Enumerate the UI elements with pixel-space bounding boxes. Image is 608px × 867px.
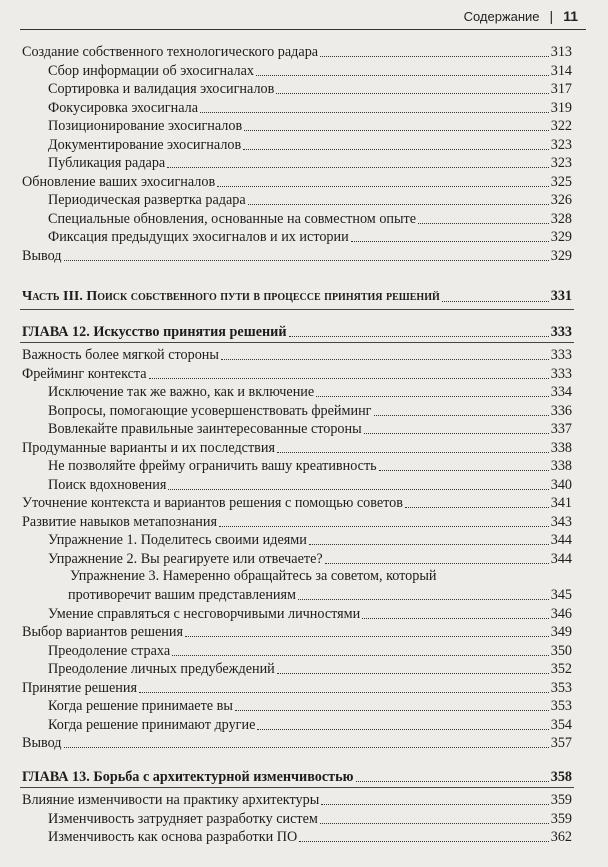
toc-entry-title-line1: Упражнение 3. Намеренно обращайтесь за советом, который: [70, 568, 437, 584]
toc-entry: [22, 191, 572, 209]
leader-dots: [405, 507, 549, 508]
toc-entry-title: Когда решение принимают другие: [48, 716, 256, 733]
toc-entry: [22, 420, 572, 438]
toc-entry: [22, 62, 572, 80]
toc-entry: [22, 734, 572, 752]
toc-entry: [22, 623, 572, 641]
toc-entry-title: Когда решение принимаете вы: [48, 698, 233, 714]
section-rule: [20, 787, 574, 788]
leader-dots: [321, 804, 548, 805]
toc-entry-page: 350: [550, 642, 572, 659]
chapter-title: ГЛАВА 12. Искусство принятия решений: [22, 324, 287, 340]
toc-entry: [22, 457, 572, 475]
toc-entry-title: Вопросы, помогающие усовершенствовать фрейминг: [48, 402, 372, 419]
leader-dots: [299, 841, 548, 842]
toc-entry-page: 338: [550, 439, 572, 456]
leader-dots: [64, 260, 549, 261]
toc-entry-page: 329: [550, 229, 572, 245]
toc-entry: [22, 494, 572, 512]
toc-entry: [22, 476, 572, 494]
toc-entry: [22, 513, 572, 531]
leader-dots: [200, 112, 549, 113]
leader-dots: [418, 223, 549, 224]
toc-entry-title: Изменчивость затрудняет разработку систем: [48, 810, 318, 827]
toc-entry: [22, 346, 572, 364]
toc-entry-title: Периодическая развертка радара: [48, 192, 246, 208]
toc-entry: [22, 791, 572, 809]
toc-entry-page: 333: [550, 347, 572, 363]
leader-dots: [248, 204, 549, 205]
toc-entry-title: Изменчивость как основа разработки ПО: [48, 829, 298, 845]
toc-entry: [22, 642, 572, 660]
leader-dots: [185, 636, 549, 637]
toc-entry: [22, 605, 572, 623]
toc-entry-page: 349: [550, 624, 572, 640]
leader-dots: [256, 75, 549, 76]
toc-entry-title: Важность более мягкой стороны: [22, 347, 219, 363]
toc-entry-page: 357: [550, 735, 572, 751]
toc-entry-title: Преодоление личных предубеждений: [48, 661, 275, 677]
toc-part-heading: [22, 287, 572, 306]
toc-entry-page: 323: [550, 155, 572, 171]
toc-entry: [22, 210, 572, 228]
toc-entry-page: 353: [550, 698, 572, 714]
toc-entry-title: Продуманные варианты и их последствия: [22, 439, 275, 456]
chapter-page: 333: [550, 324, 572, 340]
toc-entry-title: Развитие навыков метапознания: [22, 513, 218, 530]
toc-entry-page: 341: [550, 495, 572, 511]
toc-entry-page: 344: [550, 550, 572, 567]
part-page: 331: [550, 288, 572, 304]
leader-dots: [149, 378, 549, 379]
toc-entry: [22, 117, 572, 135]
toc-entry-page: 353: [550, 679, 572, 696]
toc-entry-title: Фрейминг контекста: [22, 365, 147, 382]
toc-entry: [22, 679, 572, 697]
toc-entry-title: Умение справляться с несговорчивыми личностями: [48, 605, 361, 622]
leader-dots: [320, 823, 549, 824]
leader-dots: [325, 563, 549, 564]
toc-entry-page: 317: [550, 81, 572, 97]
leader-dots: [277, 673, 549, 674]
toc-entry-page: 346: [550, 605, 572, 622]
toc-entry-page: 340: [550, 476, 572, 493]
header-rule: [20, 29, 586, 30]
chapter-page: 358: [550, 769, 572, 785]
leader-dots: [257, 729, 548, 730]
toc-entry-title: Документирование эхосигналов: [48, 136, 242, 153]
toc-entry-title: Фокусировка эхосигнала: [48, 99, 199, 116]
toc-entry-title: Преодоление страха: [48, 642, 171, 659]
leader-dots: [442, 301, 549, 302]
toc-entry-page: 362: [550, 829, 572, 845]
toc-entry: [22, 439, 572, 457]
toc-entry: [22, 550, 572, 568]
toc-entry-title: Позиционирование эхосигналов: [48, 118, 243, 134]
toc-entry-title: Публикация радара: [48, 155, 166, 171]
toc-entry-page: 328: [550, 210, 572, 227]
toc-entry-page: 323: [550, 136, 572, 153]
toc-entry-page: 313: [550, 44, 572, 60]
toc-entry-title: Обновление ваших эхосигналов: [22, 173, 216, 190]
toc-entry: [22, 136, 572, 154]
section-rule: [20, 342, 574, 343]
toc-entry: [22, 365, 572, 383]
toc-entry-title: Принятие решения: [22, 679, 138, 696]
running-header: [20, 6, 578, 26]
toc-entry-page: 329: [550, 247, 572, 264]
leader-dots: [64, 747, 549, 748]
leader-dots: [244, 130, 549, 131]
leader-dots: [221, 359, 549, 360]
toc-entry-page: 314: [550, 62, 572, 79]
leader-dots: [277, 452, 549, 453]
toc-entry: [22, 586, 572, 604]
toc-entry-page: 337: [550, 421, 572, 437]
header-title: Содержание: [463, 8, 540, 24]
toc-entry-title: Фиксация предыдущих эхосигналов и их истории: [48, 229, 349, 245]
toc-entry-title: Поиск вдохновения: [48, 476, 167, 493]
toc-entry: [22, 660, 572, 678]
toc-entry-page: 345: [550, 587, 572, 603]
toc-entry-page: 343: [550, 513, 572, 530]
toc-entry-title: Не позволяйте фрейму ограничить вашу креативность: [48, 458, 377, 474]
toc-entry: [22, 99, 572, 117]
toc-entry-page: 319: [550, 99, 572, 116]
toc-entry-page: 338: [550, 458, 572, 474]
leader-dots: [356, 781, 549, 782]
leader-dots: [243, 149, 549, 150]
leader-dots: [289, 336, 549, 337]
toc-chapter-heading: [22, 323, 572, 341]
toc-entry: [22, 383, 572, 401]
leader-dots: [219, 526, 549, 527]
toc-entry-title: Исключение так же важно, как и включение: [48, 384, 315, 400]
toc-entry-page: 352: [550, 661, 572, 677]
leader-dots: [351, 241, 549, 242]
leader-dots: [320, 56, 549, 57]
toc-entry-title: Сбор информации об эхосигналах: [48, 62, 255, 79]
toc-entry-title: Выбор вариантов решения: [22, 624, 184, 640]
toc-entry: [22, 531, 572, 549]
toc-entry-page: 325: [550, 173, 572, 190]
part-title: Часть III. Поиск собственного пути в процессе принятия решений: [22, 289, 440, 304]
toc-entry-title: Вовлекайте правильные заинтересованные стороны: [48, 421, 362, 437]
toc-entry: [22, 43, 572, 61]
toc-entry: [22, 154, 572, 172]
toc-entry-title: Специальные обновления, основанные на совместном опыте: [48, 210, 417, 227]
leader-dots: [276, 93, 548, 94]
leader-dots: [172, 655, 549, 656]
toc-entry-page: 359: [550, 792, 572, 808]
toc-entry-title: Влияние изменчивости на практику архитектуры: [22, 792, 320, 808]
toc-entry-page: 326: [550, 192, 572, 208]
toc-entry: [22, 810, 572, 828]
leader-dots: [217, 186, 549, 187]
toc-entry: [22, 402, 572, 420]
toc-entry-title: Вывод: [22, 735, 62, 751]
leader-dots: [374, 415, 549, 416]
toc-entry-title: Упражнение 2. Вы реагируете или отвечаете?: [48, 550, 323, 567]
toc-entry-title: Уточнение контекста и вариантов решения с помощью советов: [22, 495, 403, 511]
leader-dots: [316, 396, 549, 397]
toc-entry: [22, 828, 572, 846]
toc-entry: [22, 80, 572, 98]
header-separator: |: [549, 8, 554, 24]
toc-entry-page: 334: [550, 384, 572, 400]
toc-entry: [22, 247, 572, 265]
toc-chapter-heading: [22, 768, 572, 786]
leader-dots: [379, 470, 549, 471]
toc-entry: [22, 173, 572, 191]
leader-dots: [139, 692, 549, 693]
toc-entry-title: Вывод: [22, 247, 62, 264]
toc-entry-page: 322: [550, 118, 572, 134]
leader-dots: [235, 710, 549, 711]
toc-entry-title: Упражнение 1. Поделитесь своими идеями: [48, 532, 307, 548]
leader-dots: [309, 544, 549, 545]
toc-entry: [22, 228, 572, 246]
toc-entry-page: 359: [550, 810, 572, 827]
leader-dots: [168, 489, 548, 490]
toc-entry-page: 354: [550, 716, 572, 733]
toc-entry: [22, 697, 572, 715]
toc-entry-page: 336: [550, 402, 572, 419]
toc-entry-title: Сортировка и валидация эхосигналов: [48, 81, 275, 97]
leader-dots: [298, 599, 549, 600]
toc-entry-title: противоречит вашим представлениям: [68, 587, 297, 603]
leader-dots: [364, 433, 549, 434]
leader-dots: [167, 167, 548, 168]
header-page-number: 11: [563, 8, 578, 24]
toc-entry-title: Создание собственного технологического радара: [22, 44, 319, 60]
chapter-title: ГЛАВА 13. Борьба с архитектурной изменчивостью: [22, 769, 354, 785]
toc-entry-page: 344: [550, 532, 572, 548]
toc-entry: [22, 716, 572, 734]
leader-dots: [362, 618, 548, 619]
toc-entry-page: 333: [550, 365, 572, 382]
section-rule: [20, 309, 574, 310]
